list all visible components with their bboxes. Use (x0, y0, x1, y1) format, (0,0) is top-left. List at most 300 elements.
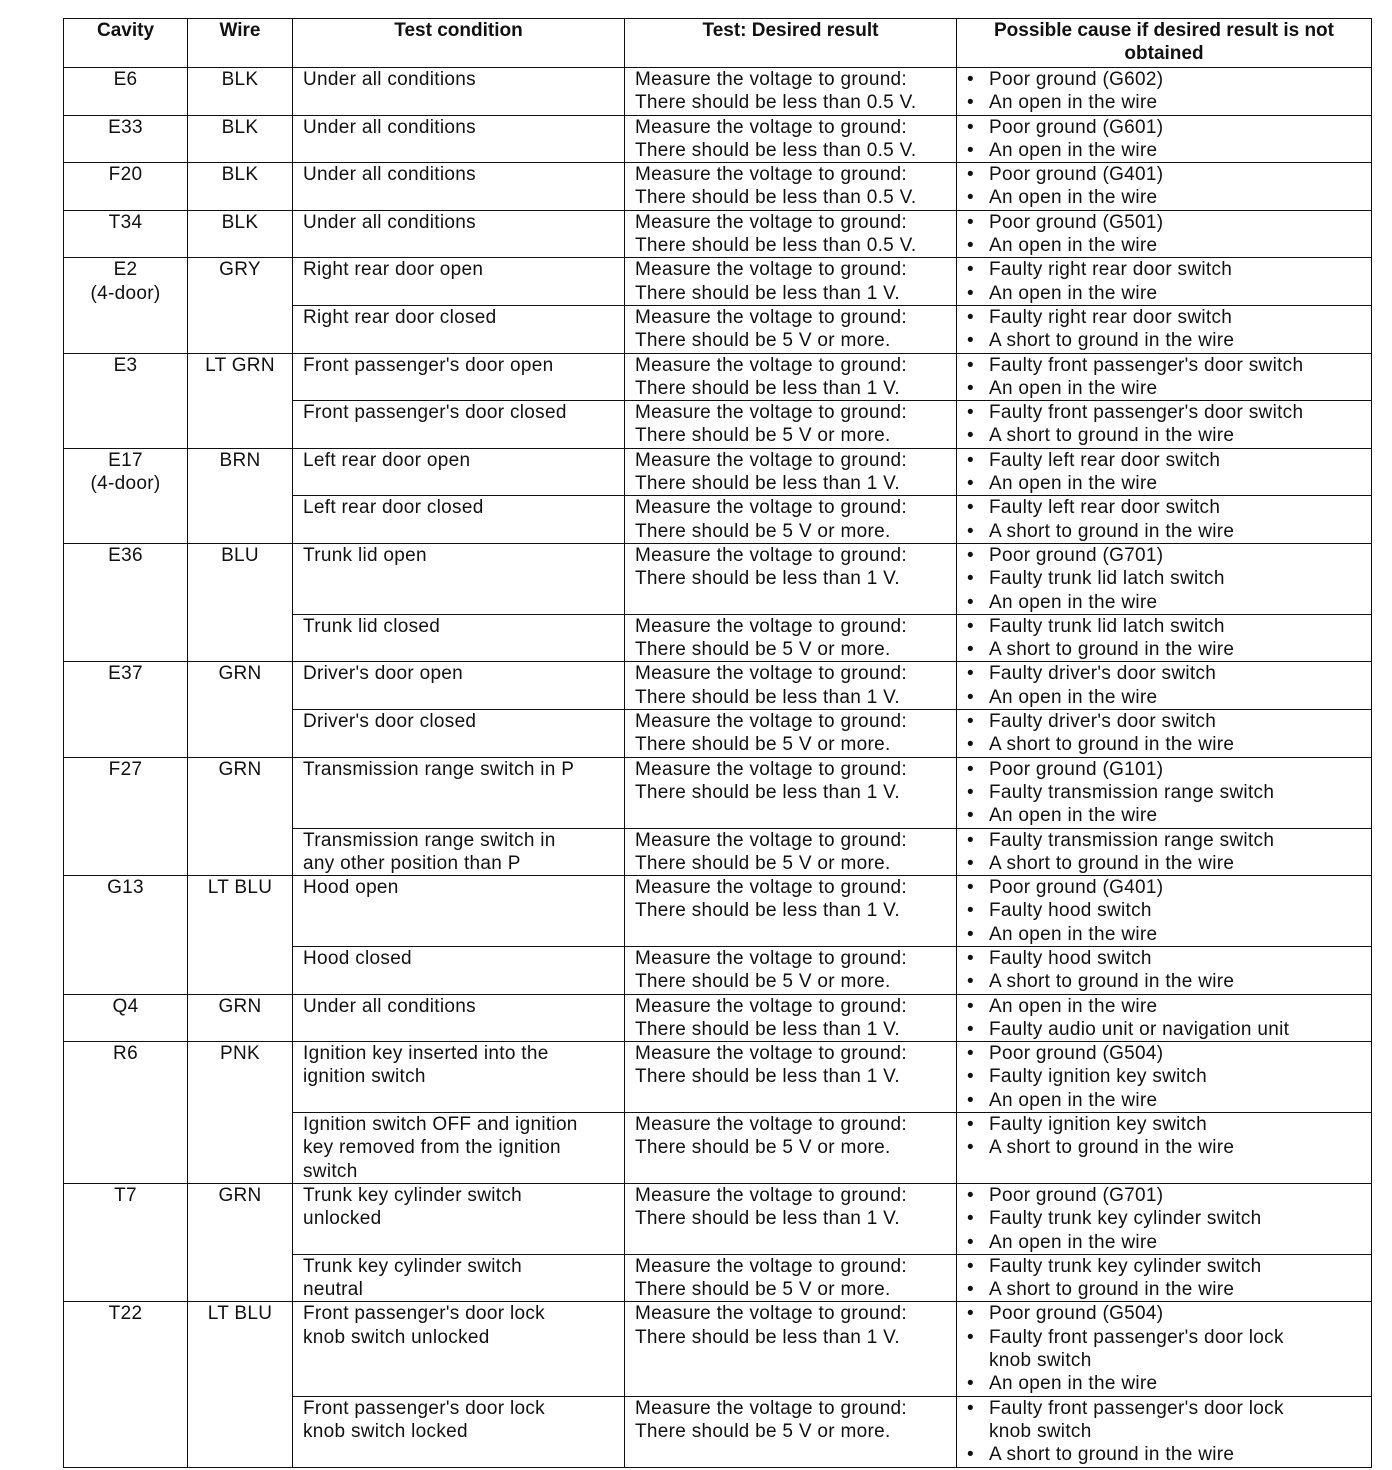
possible-cause-cell (957, 543, 1372, 614)
possible-cause-cell (957, 1254, 1372, 1302)
test-condition-cell: Front passenger's door lock knob switch locked (293, 1396, 625, 1467)
cause-text: Poor ground (G401) (989, 164, 1164, 186)
cause-text: An open in the wire (989, 995, 1158, 1017)
test-condition-cell: Left rear door closed (293, 496, 625, 544)
cause-item (965, 1113, 1371, 1136)
possible-cause-cell (957, 305, 1372, 353)
cause-item (965, 186, 1371, 209)
result-line: There should be less than 1 V. (635, 1018, 900, 1040)
bullet-icon: • (967, 711, 974, 733)
cause-text: An open in the wire (989, 1231, 1158, 1253)
test-condition-cell: Ignition key inserted into the ignition switch (293, 1042, 625, 1113)
result-line: There should be less than 1 V. (635, 1326, 900, 1348)
header-desired-result: Test: Desired result (625, 19, 957, 68)
cause-text: Poor ground (G401) (989, 877, 1164, 899)
bullet-icon: • (967, 164, 974, 186)
result-line: Measure the voltage to ground: (635, 116, 908, 138)
cause-item (965, 1372, 1371, 1395)
cause-text: An open in the wire (989, 686, 1158, 708)
header-row (64, 19, 1372, 68)
cause-item (965, 1397, 1371, 1444)
bullet-icon: • (967, 591, 974, 613)
wire-cell: BRN (188, 448, 293, 543)
header-cavity: Cavity (64, 19, 188, 68)
cause-item (965, 449, 1371, 472)
result-line: Measure the voltage to ground: (635, 663, 908, 685)
cause-item (965, 472, 1371, 495)
cause-item (965, 1231, 1371, 1254)
test-condition-cell: Hood closed (293, 946, 625, 994)
result-line: Measure the voltage to ground: (635, 449, 908, 471)
cause-text: An open in the wire (989, 92, 1158, 114)
result-line: Measure the voltage to ground: (635, 69, 908, 90)
wire-cell: LT BLU (188, 876, 293, 994)
test-condition-cell: Under all conditions (293, 163, 625, 211)
result-line: There should be less than 1 V. (635, 686, 900, 708)
bullet-icon: • (967, 187, 974, 209)
cause-text: An open in the wire (989, 473, 1158, 495)
bullet-icon: • (967, 449, 974, 471)
cause-text: Poor ground (G601) (989, 116, 1164, 138)
result-line: Measure the voltage to ground: (635, 615, 908, 637)
possible-cause-cell (957, 757, 1372, 828)
desired-result-cell (625, 305, 957, 353)
desired-result-cell (625, 614, 957, 662)
bullet-icon: • (967, 1089, 974, 1111)
result-line: Measure the voltage to ground: (635, 259, 908, 281)
desired-result-cell (625, 163, 957, 211)
cause-item (965, 258, 1371, 281)
bullet-icon: • (967, 805, 974, 827)
cause-item (965, 970, 1371, 993)
desired-result-cell (625, 1042, 957, 1113)
cause-text: Faulty hood switch (989, 900, 1152, 922)
bullet-icon: • (967, 852, 974, 874)
bullet-icon: • (967, 686, 974, 708)
table-row (64, 757, 1372, 828)
bullet-icon: • (967, 259, 974, 281)
bullet-icon: • (967, 1326, 974, 1348)
wire-cell: LT GRN (188, 353, 293, 448)
bullet-icon: • (967, 211, 974, 233)
desired-result-cell (625, 401, 957, 449)
cause-item (965, 401, 1371, 424)
cause-item (965, 354, 1371, 377)
possible-cause-cell (957, 496, 1372, 544)
cavity-cell: R6 (64, 1042, 188, 1184)
cause-text: Poor ground (G701) (989, 544, 1164, 566)
bullet-icon: • (967, 1303, 974, 1325)
table-row (64, 543, 1372, 614)
cavity-cell: F20 (64, 163, 188, 211)
bullet-icon: • (967, 639, 974, 661)
table-row (64, 68, 1372, 116)
cause-text: An open in the wire (989, 235, 1158, 257)
wire-cell: GRY (188, 258, 293, 353)
cause-text: A short to ground in the wire (989, 425, 1235, 447)
result-line: Measure the voltage to ground: (635, 1397, 908, 1419)
bullet-icon: • (967, 1231, 974, 1253)
cause-item (965, 520, 1371, 543)
cause-text: An open in the wire (989, 377, 1158, 399)
bullet-icon: • (967, 947, 974, 969)
bullet-icon: • (967, 377, 974, 399)
cavity-cell: T7 (64, 1183, 188, 1301)
result-line: There should be less than 1 V. (635, 568, 900, 590)
header-possible-cause: Possible cause if desired result is not obtained (957, 19, 1372, 68)
cause-item (965, 686, 1371, 709)
desired-result-cell (625, 1302, 957, 1396)
cause-item (965, 710, 1371, 733)
result-line: Measure the voltage to ground: (635, 711, 908, 733)
bullet-icon: • (967, 1255, 974, 1277)
table-row (64, 1042, 1372, 1113)
cause-item (965, 567, 1371, 590)
test-condition-cell: Driver's door open (293, 662, 625, 710)
cause-text: Faulty ignition key switch (989, 1066, 1207, 1088)
desired-result-cell (625, 210, 957, 258)
bullet-icon: • (967, 1397, 974, 1419)
cause-text: A short to ground in the wire (989, 520, 1235, 542)
table-row (64, 876, 1372, 947)
cause-text: Faulty trunk key cylinder switch (989, 1208, 1262, 1230)
cause-text: Faulty front passenger's door switch (989, 354, 1304, 376)
possible-cause-cell (957, 1042, 1372, 1113)
result-line: There should be less than 1 V. (635, 282, 900, 304)
cause-text: Faulty transmission range switch (989, 829, 1275, 851)
bullet-icon: • (967, 1137, 974, 1159)
desired-result-cell (625, 876, 957, 947)
cause-text: Faulty left rear door switch (989, 449, 1221, 471)
bullet-icon: • (967, 497, 974, 519)
cause-item (965, 1065, 1371, 1088)
cause-item (965, 804, 1371, 827)
cause-item (965, 638, 1371, 661)
test-condition-cell: Front passenger's door closed (293, 401, 625, 449)
bullet-icon: • (967, 734, 974, 756)
desired-result-cell (625, 1396, 957, 1467)
cavity-cell: Q4 (64, 994, 188, 1042)
bullet-icon: • (967, 1279, 974, 1301)
bullet-icon: • (967, 92, 974, 114)
cause-item (965, 1443, 1371, 1466)
cause-item (965, 306, 1371, 329)
cause-text: Faulty hood switch (989, 947, 1152, 969)
cavity-cell: E2 (4-door) (64, 258, 188, 353)
result-line: Measure the voltage to ground: (635, 1255, 908, 1277)
bullet-icon: • (967, 473, 974, 495)
result-line: Measure the voltage to ground: (635, 354, 908, 376)
bullet-icon: • (967, 282, 974, 304)
test-condition-cell: Right rear door closed (293, 305, 625, 353)
cause-item (965, 1136, 1371, 1159)
cause-item (965, 947, 1371, 970)
header-wire: Wire (188, 19, 293, 68)
cause-item (965, 68, 1371, 91)
cause-text: Faulty front passenger's door lock knob switch (989, 1397, 1284, 1442)
cause-text: Faulty front passenger's door switch (989, 402, 1304, 424)
bullet-icon: • (967, 235, 974, 257)
desired-result-cell (625, 543, 957, 614)
desired-result-cell (625, 115, 957, 163)
result-line: Measure the voltage to ground: (635, 211, 908, 233)
wire-cell: GRN (188, 757, 293, 875)
cause-item (965, 544, 1371, 567)
cause-text: A short to ground in the wire (989, 971, 1235, 993)
possible-cause-cell (957, 946, 1372, 994)
table-row (64, 662, 1372, 710)
bullet-icon: • (967, 971, 974, 993)
result-line: There should be less than 1 V. (635, 781, 900, 803)
possible-cause-cell (957, 876, 1372, 947)
bullet-icon: • (967, 829, 974, 851)
cause-text: An open in the wire (989, 139, 1158, 161)
desired-result-cell (625, 353, 957, 401)
desired-result-cell (625, 662, 957, 710)
table-row (64, 1302, 1372, 1396)
cause-text: Faulty left rear door switch (989, 497, 1221, 519)
test-condition-cell: Ignition switch OFF and ignition key removed from the ignition switch (293, 1113, 625, 1184)
result-line: There should be 5 V or more. (635, 1137, 891, 1159)
bullet-icon: • (967, 520, 974, 542)
cause-item (965, 1255, 1371, 1278)
cause-item (965, 211, 1371, 234)
wire-cell: LT BLU (188, 1302, 293, 1467)
cause-text: An open in the wire (989, 805, 1158, 827)
desired-result-cell (625, 757, 957, 828)
bullet-icon: • (967, 1373, 974, 1395)
cause-item (965, 1326, 1371, 1373)
cause-text: Faulty right rear door switch (989, 306, 1233, 328)
bullet-icon: • (967, 544, 974, 566)
cause-item (965, 163, 1371, 186)
test-condition-cell: Under all conditions (293, 994, 625, 1042)
result-line: There should be 5 V or more. (635, 1420, 891, 1442)
bullet-icon: • (967, 1018, 974, 1040)
result-line: There should be 5 V or more. (635, 520, 891, 542)
desired-result-cell (625, 994, 957, 1042)
table-row (64, 353, 1372, 401)
test-condition-cell: Hood open (293, 876, 625, 947)
desired-result-cell (625, 1183, 957, 1254)
cause-item (965, 1207, 1371, 1230)
wire-cell: GRN (188, 994, 293, 1042)
cause-text: An open in the wire (989, 187, 1158, 209)
cause-item (965, 1302, 1371, 1325)
test-condition-cell: Trunk key cylinder switch unlocked (293, 1183, 625, 1254)
result-line: Measure the voltage to ground: (635, 877, 908, 899)
cause-text: Faulty driver's door switch (989, 663, 1217, 685)
cause-item (965, 899, 1371, 922)
cause-item (965, 1278, 1371, 1301)
test-condition-cell: Right rear door open (293, 258, 625, 306)
cause-text: Poor ground (G501) (989, 211, 1164, 233)
cause-item (965, 91, 1371, 114)
result-line: Measure the voltage to ground: (635, 306, 908, 328)
possible-cause-cell (957, 994, 1372, 1042)
bullet-icon: • (967, 923, 974, 945)
desired-result-cell (625, 448, 957, 496)
cause-text: Faulty front passenger's door lock knob switch (989, 1326, 1284, 1372)
cause-item (965, 282, 1371, 305)
result-line: Measure the voltage to ground: (635, 947, 908, 969)
cavity-cell: E37 (64, 662, 188, 757)
result-line: Measure the voltage to ground: (635, 1114, 908, 1136)
cause-text: An open in the wire (989, 282, 1158, 304)
table-row (64, 163, 1372, 211)
cavity-cell: T22 (64, 1302, 188, 1467)
result-line: There should be less than 0.5 V. (635, 187, 917, 209)
cause-text: A short to ground in the wire (989, 639, 1235, 661)
header-test-condition: Test condition (293, 19, 625, 68)
bullet-icon: • (967, 402, 974, 424)
possible-cause-cell (957, 1113, 1372, 1184)
possible-cause-cell (957, 115, 1372, 163)
possible-cause-cell (957, 1396, 1372, 1467)
cause-text: A short to ground in the wire (989, 1137, 1235, 1159)
wire-cell: BLU (188, 543, 293, 661)
possible-cause-cell (957, 163, 1372, 211)
cause-text: Poor ground (G504) (989, 1043, 1164, 1065)
desired-result-cell (625, 828, 957, 876)
result-line: Measure the voltage to ground: (635, 1303, 908, 1325)
cause-item (965, 1042, 1371, 1065)
test-condition-cell: Transmission range switch in P (293, 757, 625, 828)
wire-cell: PNK (188, 1042, 293, 1184)
cause-item (965, 876, 1371, 899)
cause-text: A short to ground in the wire (989, 330, 1235, 352)
bullet-icon: • (967, 781, 974, 803)
cause-item (965, 1018, 1371, 1041)
bullet-icon: • (967, 900, 974, 922)
cause-text: Faulty trunk key cylinder switch (989, 1255, 1262, 1277)
wire-cell: BLK (188, 115, 293, 163)
result-line: There should be 5 V or more. (635, 852, 891, 874)
possible-cause-cell (957, 710, 1372, 758)
cause-text: A short to ground in the wire (989, 1279, 1235, 1301)
possible-cause-cell (957, 1302, 1372, 1396)
cavity-cell: E17 (4-door) (64, 448, 188, 543)
bullet-icon: • (967, 1114, 974, 1136)
result-line: There should be less than 1 V. (635, 1066, 900, 1088)
cause-item (965, 1184, 1371, 1207)
bullet-icon: • (967, 568, 974, 590)
cause-item (965, 1089, 1371, 1112)
table-row (64, 994, 1372, 1042)
desired-result-cell (625, 710, 957, 758)
bullet-icon: • (967, 663, 974, 685)
possible-cause-cell (957, 662, 1372, 710)
cause-item (965, 615, 1371, 638)
cause-item (965, 591, 1371, 614)
possible-cause-cell (957, 1183, 1372, 1254)
test-condition-cell: Under all conditions (293, 210, 625, 258)
cause-text: Faulty audio unit or navigation unit (989, 1018, 1290, 1040)
test-condition-cell: Trunk key cylinder switch neutral (293, 1254, 625, 1302)
result-line: There should be less than 0.5 V. (635, 92, 917, 114)
cause-item (965, 733, 1371, 756)
cause-item (965, 424, 1371, 447)
test-condition-cell: Driver's door closed (293, 710, 625, 758)
wire-cell: BLK (188, 163, 293, 211)
result-line: Measure the voltage to ground: (635, 829, 908, 851)
bullet-icon: • (967, 1444, 974, 1466)
result-line: There should be 5 V or more. (635, 330, 891, 352)
bullet-icon: • (967, 995, 974, 1017)
cause-item (965, 829, 1371, 852)
result-line: Measure the voltage to ground: (635, 995, 908, 1017)
possible-cause-cell (957, 210, 1372, 258)
bullet-icon: • (967, 1184, 974, 1206)
wire-cell: BLK (188, 68, 293, 116)
desired-result-cell (625, 1113, 957, 1184)
bullet-icon: • (967, 877, 974, 899)
cause-text: Poor ground (G504) (989, 1303, 1164, 1325)
cause-item (965, 139, 1371, 162)
result-line: There should be 5 V or more. (635, 971, 891, 993)
result-line: Measure the voltage to ground: (635, 1043, 908, 1065)
table-row (64, 1183, 1372, 1254)
test-condition-cell: Front passenger's door lock knob switch unlocked (293, 1302, 625, 1396)
cause-text: Poor ground (G101) (989, 758, 1164, 780)
result-line: Measure the voltage to ground: (635, 497, 908, 519)
cause-item (965, 852, 1371, 875)
desired-result-cell (625, 946, 957, 994)
bullet-icon: • (967, 1066, 974, 1088)
possible-cause-cell (957, 401, 1372, 449)
cause-text: An open in the wire (989, 1373, 1158, 1395)
bullet-icon: • (967, 1043, 974, 1065)
bullet-icon: • (967, 69, 974, 90)
result-line: There should be less than 1 V. (635, 473, 900, 495)
test-condition-cell: Front passenger's door open (293, 353, 625, 401)
table-row (64, 258, 1372, 306)
result-line: Measure the voltage to ground: (635, 1184, 908, 1206)
possible-cause-cell (957, 614, 1372, 662)
bullet-icon: • (967, 330, 974, 352)
cause-text: Faulty ignition key switch (989, 1114, 1207, 1136)
result-line: Measure the voltage to ground: (635, 544, 908, 566)
result-line: There should be 5 V or more. (635, 639, 891, 661)
result-line: Measure the voltage to ground: (635, 164, 908, 186)
cause-text: A short to ground in the wire (989, 1444, 1235, 1466)
wire-cell: BLK (188, 210, 293, 258)
cause-text: A short to ground in the wire (989, 852, 1235, 874)
test-condition-cell: Transmission range switch in any other position than P (293, 828, 625, 876)
bullet-icon: • (967, 139, 974, 161)
bullet-icon: • (967, 306, 974, 328)
cavity-cell: E36 (64, 543, 188, 661)
cause-text: Faulty right rear door switch (989, 259, 1233, 281)
result-line: There should be less than 0.5 V. (635, 235, 917, 257)
result-line: There should be less than 1 V. (635, 1208, 900, 1230)
possible-cause-cell (957, 68, 1372, 116)
result-line: There should be 5 V or more. (635, 425, 891, 447)
possible-cause-cell (957, 258, 1372, 306)
cavity-cell: F27 (64, 757, 188, 875)
desired-result-cell (625, 1254, 957, 1302)
cause-item (965, 995, 1371, 1018)
cause-text: Faulty driver's door switch (989, 711, 1217, 733)
cavity-cell: T34 (64, 210, 188, 258)
test-condition-cell: Left rear door open (293, 448, 625, 496)
desired-result-cell (625, 68, 957, 116)
cause-item (965, 781, 1371, 804)
result-line: There should be 5 V or more. (635, 734, 891, 756)
bullet-icon: • (967, 354, 974, 376)
test-condition-cell: Under all conditions (293, 68, 625, 116)
cause-item (965, 234, 1371, 257)
